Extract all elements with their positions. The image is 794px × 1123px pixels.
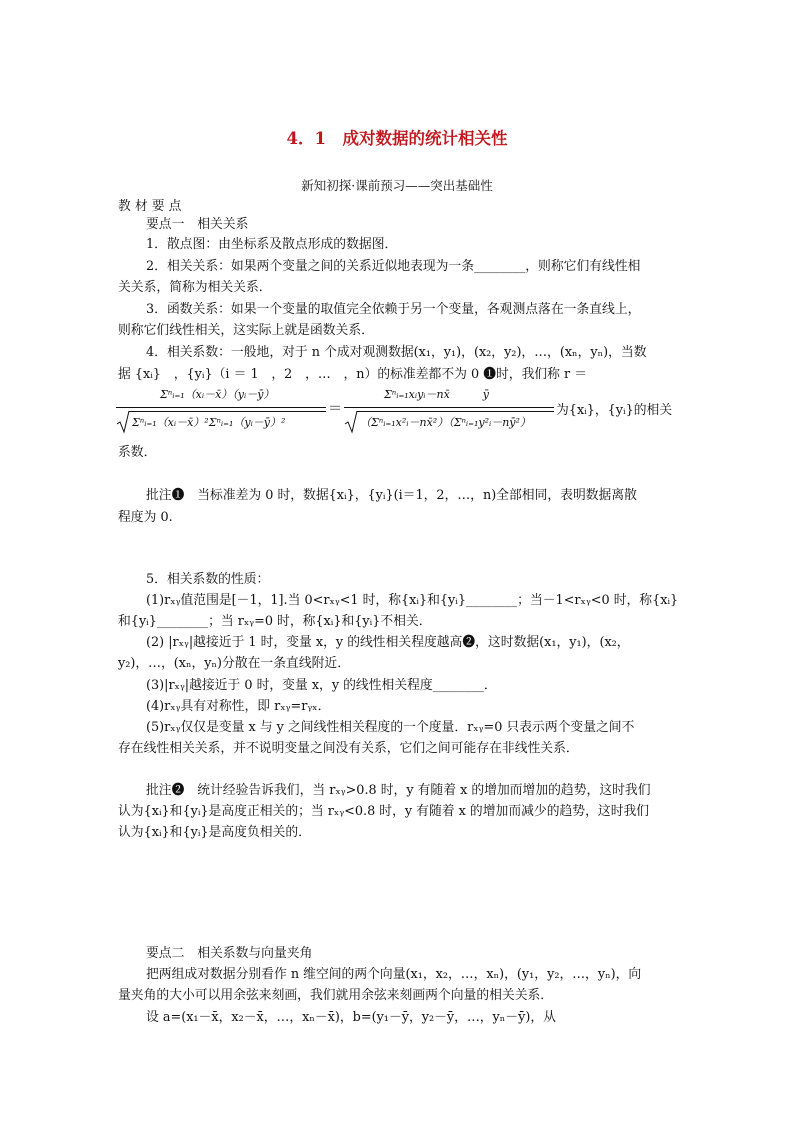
property-1-line1: (1)rₓᵧ值范围是[－1，1].当 0<rₓᵧ<1 时，称{xᵢ}和{yᵢ}________；当－1<rₓᵧ<0 时，称{xᵢ} xyxy=(146,593,679,608)
property-3: (3)|rₓᵧ|越接近于 0 时，变量 x，y 的线性相关程度________． xyxy=(146,678,497,693)
item-2-line2: 关关系，简称为相关关系． xyxy=(118,280,272,295)
point2-heading: 要点二 相关系数与向量夹角 xyxy=(146,946,313,961)
point2-line2: 量夹角的大小可以用余弦来刻画，我们就用余弦来刻画两个向量的相关关系． xyxy=(118,988,554,1003)
property-1-line2: 和{yᵢ}________；当 rₓᵧ=0 时，称{xᵢ}和{yᵢ}不相关． xyxy=(118,614,432,629)
formula-tail: 为{xᵢ}，{yᵢ}的相关 xyxy=(556,403,673,418)
note-2-line2: 认为{xᵢ}和{yᵢ}是高度正相关的；当 rₓᵧ<0.8 时，y 有随着 x 的增加而减少的趋势，这时我们 xyxy=(118,804,650,819)
item-4-line2: 据 {xᵢ} ，{yᵢ}（i ＝ 1 ，2 ，… ，n）的标准差都不为 0 ❶时，我们称 r ＝ xyxy=(118,367,588,382)
sqrt-sign-left xyxy=(116,410,130,434)
item-5: 5．相关系数的性质： xyxy=(146,572,270,587)
fraction-bar-right xyxy=(344,407,554,408)
item-3-line1: 3．函数关系：如果一个变量的取值完全依赖于另一个变量，各观测点落在一条直线上， xyxy=(146,302,641,317)
fraction-bar-left xyxy=(116,407,326,408)
section-subtitle: 新知初探·课前预习——突出基础性 xyxy=(301,178,493,193)
sqrt-overline-right xyxy=(357,411,554,412)
note-1-line2: 程度为 0. xyxy=(118,510,173,525)
item-4-line3: 系数． xyxy=(118,445,157,460)
point2-line1: 把两组成对数据分别看作 n 维空间的两个向量(x₁，x₂，…，xₙ)，(y₁，y₂，…，yₙ)，向 xyxy=(146,967,642,982)
section-heading: 教 材 要 点 xyxy=(118,199,182,214)
formula-numerator-left: Σⁿᵢ₌₁（xᵢ－x̄）（yᵢ－ȳ） xyxy=(160,388,275,401)
item-2-line1: 2．相关关系：如果两个变量之间的关系近似地表现为一条________，则称它们有线性相 xyxy=(146,259,641,274)
property-2-line2: y₂)，…，(xₙ，yₙ)分散在一条直线附近． xyxy=(118,656,351,671)
note-1-line1: 批注❶ 当标准差为 0 时，数据{xᵢ}，{yᵢ}(i＝1，2，…，n)全部相同，表明数据离散 xyxy=(146,488,637,503)
formula-numerator-right: Σⁿᵢ₌₁xᵢyᵢ－nx̄ ȳ xyxy=(384,388,490,401)
item-4-line1: 4．相关系数：一般地，对于 n 个成对观测数据(x₁，y₁)，(x₂，y₂)，…，(xₙ，yₙ)，当数 xyxy=(146,345,647,360)
sqrt-overline-left xyxy=(129,411,326,412)
note-2-line3: 认为{xᵢ}和{yᵢ}是高度负相关的． xyxy=(118,825,311,840)
formula-denominator-right: （Σⁿᵢ₌₁x²ᵢ－nx̄²）（Σⁿᵢ₌₁y²ᵢ－nȳ²） xyxy=(360,416,531,429)
point1-heading: 要点一 相关关系 xyxy=(146,217,249,232)
item-1: 1．散点图：由坐标系及散点形成的数据图． xyxy=(146,237,398,252)
property-2-line1: (2) |rₓᵧ|越接近于 1 时，变量 x，y 的线性相关程度越高❷，这时数据(x₁，y₁)，(x₂， xyxy=(146,635,630,650)
item-3-line2: 则称它们线性相关，这实际上就是函数关系． xyxy=(118,323,374,338)
property-5-line2: 存在线性相关关系，并不说明变量之间没有关系，它们之间可能存在非线性关系． xyxy=(118,741,579,756)
point2-line3: 设 a=(x₁－x̄，x₂－x̄，…，xₙ－x̄)，b=(y₁－ȳ，y₂－ȳ，…，yₙ－ȳ)，从 xyxy=(146,1010,556,1025)
note-2-line1: 批注❷ 统计经验告诉我们，当 rₓᵧ>0.8 时，y 有随着 x 的增加而增加的趋势，这时我们 xyxy=(146,783,651,798)
property-4: (4)rₓᵧ具有对称性，即 rₓᵧ=rᵧₓ． xyxy=(146,699,331,714)
page-title: 4．1 成对数据的统计相关性 xyxy=(286,129,508,148)
property-5-line1: (5)rₓᵧ仅仅是变量 x 与 y 之间线性相关程度的一个度量．rₓᵧ=0 只表示两个变量之间不 xyxy=(146,720,635,735)
formula-denominator-left: Σⁿᵢ₌₁（xᵢ－x̄）²Σⁿᵢ₌₁（yᵢ－ȳ）² xyxy=(132,416,286,429)
sqrt-sign-right xyxy=(344,410,358,434)
formula-equals: ＝ xyxy=(328,401,342,417)
